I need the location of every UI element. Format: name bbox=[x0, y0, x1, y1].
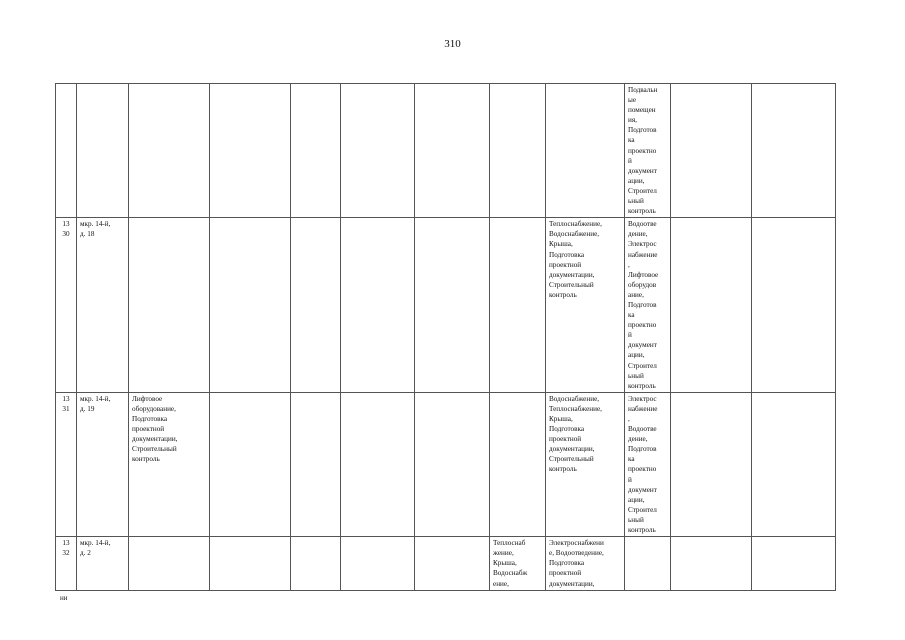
table-cell bbox=[671, 392, 752, 536]
footer-mark: ни bbox=[60, 594, 68, 602]
address-cell: мкр. 14-й, д. 2 bbox=[77, 537, 129, 590]
table-cell bbox=[671, 84, 752, 218]
table-row bbox=[56, 218, 836, 393]
table-cell bbox=[490, 218, 546, 393]
table-cell bbox=[341, 392, 415, 536]
table-cell bbox=[291, 392, 341, 536]
table-cell: Электрос набжение , Водоотве дение, Подготов ка проектно й документ ации, Строител ьный контроль bbox=[625, 392, 671, 536]
table-cell bbox=[341, 537, 415, 590]
table-cell bbox=[415, 537, 490, 590]
address-cell: мкр. 14-й, д. 18 bbox=[77, 218, 129, 393]
table-cell bbox=[752, 84, 836, 218]
table-cell bbox=[490, 392, 546, 536]
table-cell: Теплоснаб жение, Крыша, Водоснабж ение, bbox=[490, 537, 546, 590]
table-cell: Теплоснабжение, Водоснабжение, Крыша, Подготовка проектной документации, Строительный контроль bbox=[546, 218, 625, 393]
table-cell bbox=[129, 537, 210, 590]
table-row bbox=[56, 392, 836, 536]
table-cell bbox=[415, 392, 490, 536]
table-cell bbox=[210, 84, 291, 218]
table-cell bbox=[415, 84, 490, 218]
table-cell bbox=[752, 537, 836, 590]
table-cell bbox=[671, 537, 752, 590]
table-cell bbox=[546, 84, 625, 218]
row-number-cell bbox=[56, 84, 77, 218]
table-cell: Лифтовое оборудование, Подготовка проектной документации, Строительный контроль bbox=[129, 392, 210, 536]
address-cell: мкр. 14-й, д. 19 bbox=[77, 392, 129, 536]
table-cell bbox=[210, 392, 291, 536]
table-cell: Электроснабжени е, Водоотведение, Подготовка проектной документации, bbox=[546, 537, 625, 590]
table-cell bbox=[291, 537, 341, 590]
table-row bbox=[56, 537, 836, 590]
table-cell bbox=[752, 218, 836, 393]
table-cell bbox=[129, 84, 210, 218]
repair-schedule-table bbox=[55, 83, 836, 591]
table-cell: Водоотве дение, Электрос набжение , Лифтовое оборудов ание, Подготов ка проектно й документ ации, Строител ьный контроль bbox=[625, 218, 671, 393]
row-number-cell: 13 32 bbox=[56, 537, 77, 590]
address-cell bbox=[77, 84, 129, 218]
table-cell bbox=[210, 218, 291, 393]
page-number: 310 bbox=[444, 38, 461, 50]
table-cell bbox=[625, 537, 671, 590]
table-row bbox=[56, 84, 836, 218]
row-number-cell: 13 31 bbox=[56, 392, 77, 536]
table-cell bbox=[752, 392, 836, 536]
table-cell bbox=[291, 84, 341, 218]
table-cell bbox=[415, 218, 490, 393]
table-cell bbox=[671, 218, 752, 393]
table-cell bbox=[490, 84, 546, 218]
table-cell: Водоснабжение, Теплоснабжение, Крыша, Подготовка проектной документации, Строительный контроль bbox=[546, 392, 625, 536]
row-number-cell: 13 30 bbox=[56, 218, 77, 393]
table-cell bbox=[341, 218, 415, 393]
table-cell: Подвальн ые помещен ия, Подготов ка проектно й документ ации, Строител ьный контроль bbox=[625, 84, 671, 218]
table-cell bbox=[291, 218, 341, 393]
table-cell bbox=[210, 537, 291, 590]
table-cell bbox=[129, 218, 210, 393]
table-cell bbox=[341, 84, 415, 218]
